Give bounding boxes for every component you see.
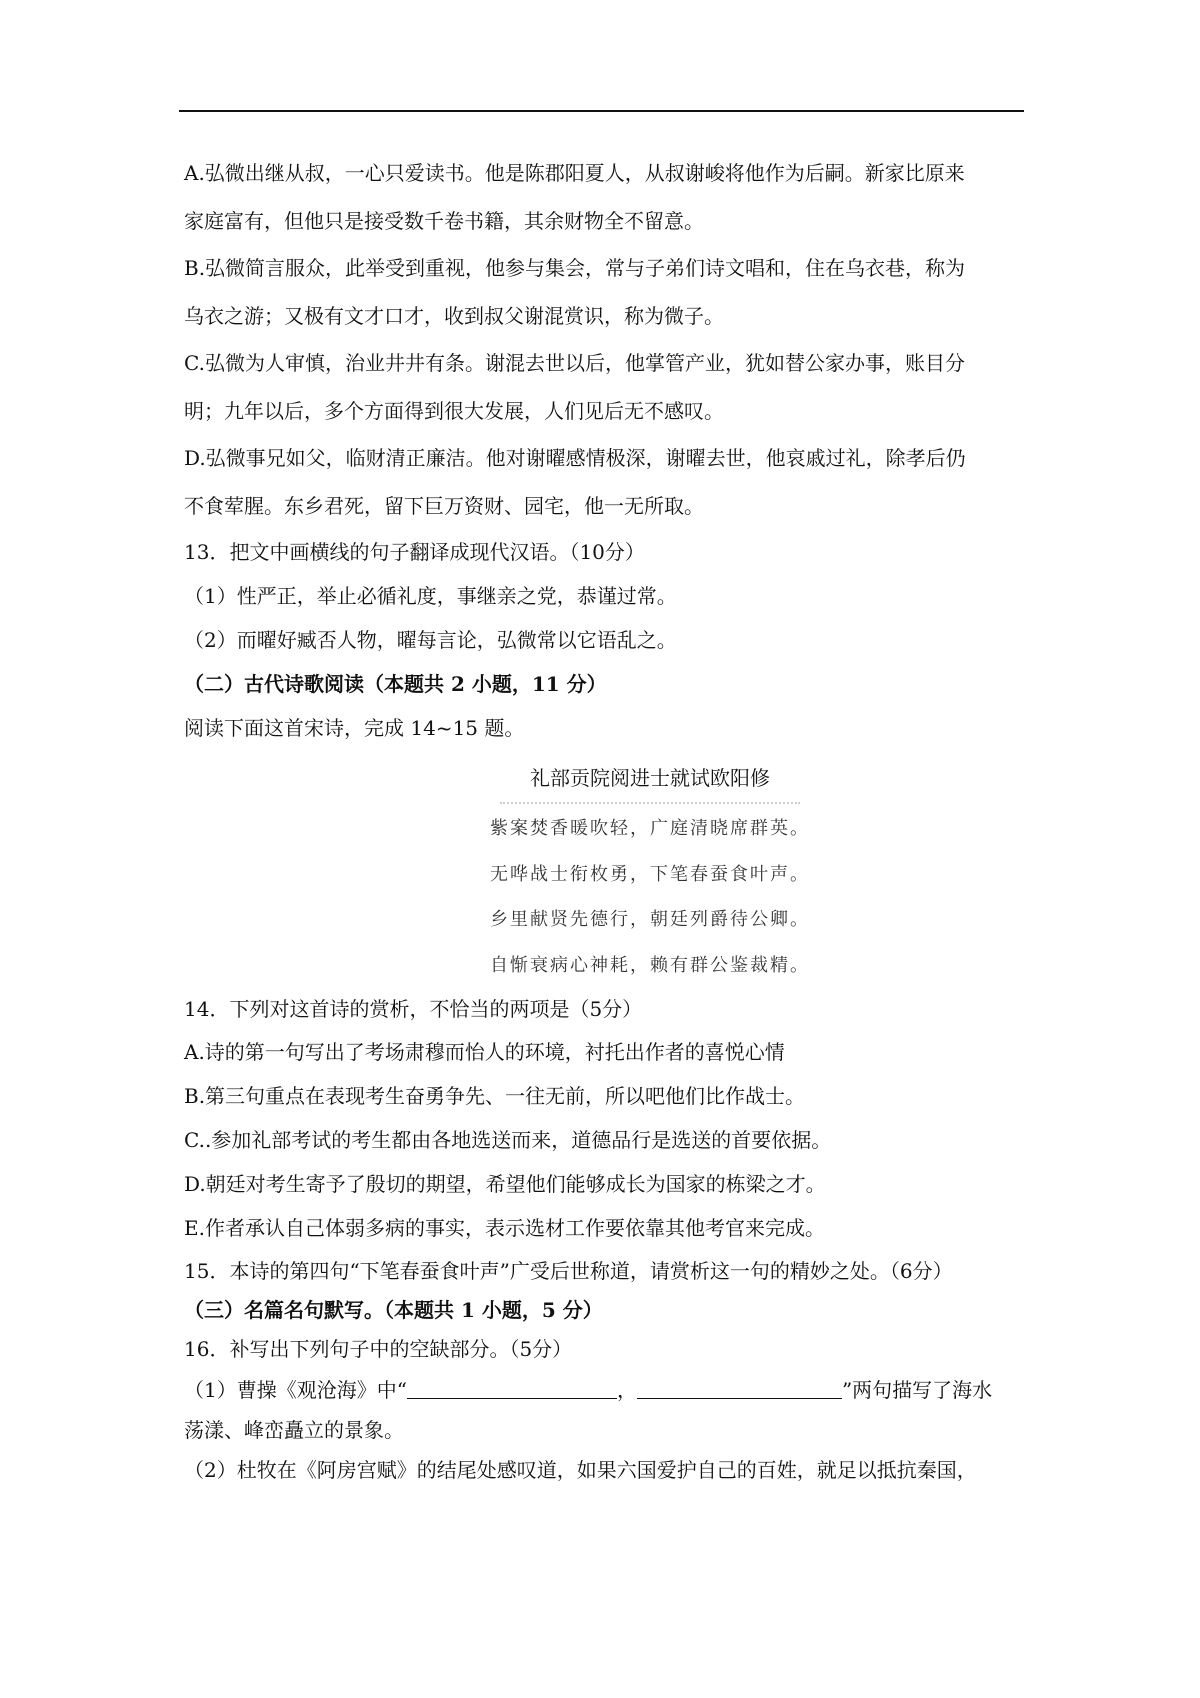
q16-item-1-comma: ， <box>616 1378 637 1402</box>
q12-option-d-line1: D.弘微事兄如父，临财清正廉洁。他对谢曜感情极深，谢曜去世，他哀戚过礼，除孝后仍 <box>184 446 966 470</box>
q12-option-a-line2: 家庭富有，但他只是接受数千卷书籍，其余财物全不留意。 <box>184 208 704 233</box>
poem-line-1: 紫案焚香暖吹轻，广庭清晓席群英。 <box>490 818 810 839</box>
header-rule <box>179 110 1024 112</box>
section2-intro: 阅读下面这首宋诗，完成 14~15 题。 <box>184 716 525 740</box>
q14-option-e: E.作者承认自己体弱多病的事实，表示选材工作要依靠其他考官来完成。 <box>184 1216 825 1240</box>
poem-line-2: 无哗战士衔枚勇，下笔春蚕食叶声。 <box>490 863 810 885</box>
page-content <box>184 150 1026 1490</box>
q16-item-1-suffix: ”两句描写了海水 <box>841 1378 993 1402</box>
q13-item-1: （1）性严正，举止必循礼度，事继亲之党，恭谨过常。 <box>184 584 677 608</box>
q16-item-1-line2: 荡漾、峰峦矗立的景象。 <box>184 1418 404 1442</box>
blank-2[interactable] <box>637 1378 842 1399</box>
q14-option-d: D.朝廷对考生寄予了殷切的期望，希望他们能够成长为国家的栋梁之才。 <box>184 1172 826 1196</box>
q15-stem: 15．本诗的第四句“下笔春蚕食叶声”广受后世称道，请赏析这一句的精妙之处。（6分） <box>184 1259 953 1283</box>
q12-option-d-line2: 不食荤腥。东乡君死，留下巨万资财、园宅，他一无所取。 <box>184 493 704 518</box>
q16-item-2: （2）杜牧在《阿房宫赋》的结尾处感叹道，如果六国爱护自己的百姓，就足以抵抗秦国， <box>184 1458 977 1482</box>
poem-title: 礼部贡院阅进士就试欧阳修 <box>530 766 770 790</box>
blank-1[interactable] <box>407 1378 617 1399</box>
q12-option-c-line2: 明；九年以后，多个方面得到很大发展，人们见后无不感叹。 <box>184 398 724 423</box>
q14-option-a: A.诗的第一句写出了考场肃穆而怡人的环境，衬托出作者的喜悦心情 <box>184 1040 785 1064</box>
poem-line-3: 乡里献贤先德行，朝廷列爵待公卿。 <box>490 909 810 930</box>
q16-stem: 16．补写出下列句子中的空缺部分。（5分） <box>184 1337 573 1361</box>
q12-option-a-line1: A.弘微出继从叔，一心只爱读书。他是陈郡阳夏人，从叔谢峻将他作为后嗣。新家比原来 <box>184 161 965 185</box>
poem-line-4: 自惭衰病心神耗，赖有群公鉴裁精。 <box>490 954 810 976</box>
q12-option-c-line1: C.弘微为人审慎，治业井井有条。谢混去世以后，他掌管产业，犹如替公家办事，账目分 <box>184 351 965 375</box>
q13-stem: 13．把文中画横线的句子翻译成现代汉语。（10分） <box>184 540 645 564</box>
q12-option-b-line2: 乌衣之游；又极有文才口才，收到叔父谢混赏识，称为微子。 <box>184 303 724 328</box>
section3-heading: （三）名篇名句默写。（本题共 1 小题，5 分） <box>184 1298 603 1322</box>
q12-options <box>184 150 1026 530</box>
q14-option-b: B.第三句重点在表现考生奋勇争先、一往无前，所以吧他们比作战士。 <box>184 1084 806 1108</box>
q13-item-2: （2）而曜好臧否人物，曜每言论，弘微常以它语乱之。 <box>184 628 677 652</box>
q12-option-b-line1: B.弘微简言服众，此举受到重视，他参与集会，常与子弟们诗文唱和，住在乌衣巷，称为 <box>184 256 966 280</box>
poem-divider <box>500 802 800 804</box>
q16-item-1 <box>184 1370 1026 1410</box>
q14-stem: 14．下列对这首诗的赏析，不恰当的两项是（5分） <box>184 997 643 1021</box>
section2-heading: （二）古代诗歌阅读（本题共 2 小题，11 分） <box>184 672 607 696</box>
q16-item-1-prefix: （1）曹操《观沧海》中“ <box>184 1378 407 1402</box>
q14-option-c: C..参加礼部考试的考生都由各地选送而来，道德品行是选送的首要依据。 <box>184 1128 832 1152</box>
